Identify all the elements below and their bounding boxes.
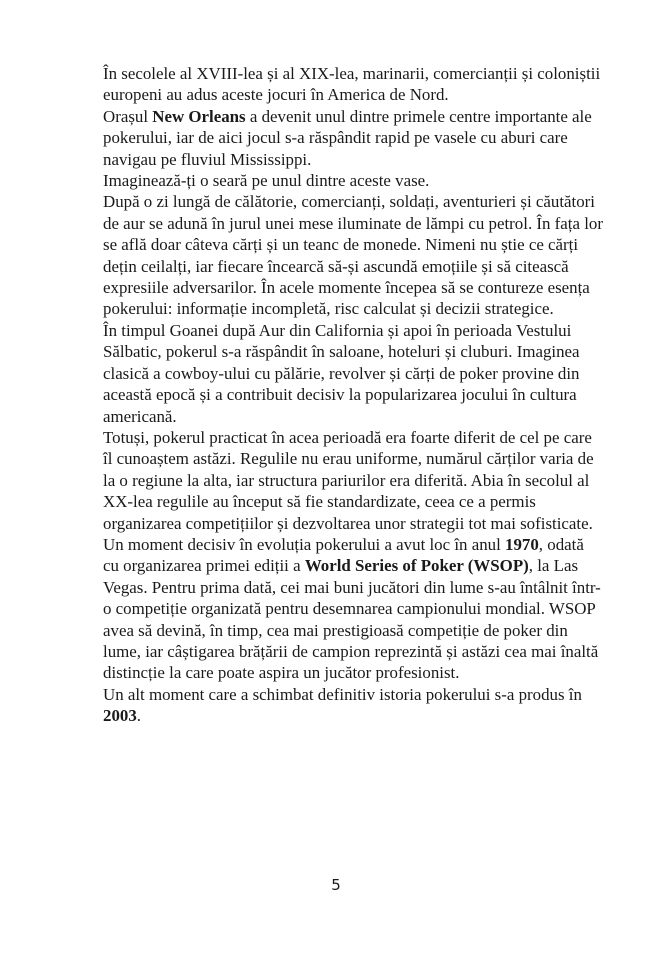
text-run: . [136,706,142,726]
paragraph [103,63,603,106]
text-run: Imaginează-ți o seară pe unul dintre aceste vase. [103,171,430,191]
page-number: 5 [331,876,341,894]
body-text [103,63,603,727]
paragraph [103,170,603,191]
text-run: , la Las Vegas. Pentru prima dată, cei mai buni jucători din lume s-au întâlnit într-o competiție organizată pentru desemnarea campionului mondial. WSOP avea să devină, în timp, cea mai prestigioasă competiție de poker din lume, iar câștigarea brățării de campion reprezintă și astăzi cea mai înaltă distincție la care poate aspira un jucător profesionist. [103,556,601,683]
text-run: După o zi lungă de călătorie, comercianți, soldați, aventurieri și căutători de aur se adună în jurul unei mese iluminate de lămpi cu petrol. În fața lor se află doar câteva cărți și un teanc de monede. Nimeni nu știe ce cărți dețin ceilalți, iar fiecare încearcă să-și ascundă emoțiile și să citească expresiile adversarilor. În acele momente începea să se contureze esența pokerului: informație incompletă, risc calculat și decizii strategice. [103,192,603,319]
bold-term: World Series of Poker (WSOP) [304,556,529,576]
text-run: , odată cu organizarea primei ediții a [103,534,584,576]
bold-term: New Orleans [152,106,246,126]
text-run: În timpul Goanei după Aur din California și apoi în perioada Vestului Sălbatic, pokerul s-a răspândit în saloane, hoteluri și cluburi. Imaginea clasică a cowboy-ului cu pălărie, revolver și cărți de poker provine din această epocă și a contribuit decisiv la popularizarea jocului în cultura americană. [103,320,580,426]
paragraph [103,427,603,534]
text-run: În secolele al XVIII-lea și al XIX-lea, marinarii, comercianții și coloniștii europeni au adus aceste jocuri în America de Nord. [103,64,601,105]
text-run: Un alt moment care a schimbat definitiv istoria pokerului s-a produs în [103,684,582,704]
paragraph [103,534,603,684]
text-run: Orașul [103,106,153,126]
text-run: a devenit unul dintre primele centre importante ale pokerului, iar de aici jocul s-a răspândit rapid pe vasele cu aburi care navigau pe fluviul Mississippi. [103,106,592,169]
paragraph [103,191,603,319]
bold-year: 2003 [103,706,137,726]
paragraph [103,106,603,170]
bold-year: 1970 [505,534,539,554]
paragraph [103,320,603,427]
text-run: Un moment decisiv în evoluția pokerului a avut loc în anul [103,534,506,554]
text-run: Totuși, pokerul practicat în acea perioadă era foarte diferit de cel pe care îl cunoaștem astăzi. Regulile nu erau uniforme, numărul cărților varia de la o regiune la alta, iar structura pariurilor era diferită. Abia în secolul al XX-lea regulile au început să fie standardizate, ceea ce a permis organizarea competițiilor și dezvoltarea unor strategii tot mai sofisticate. [103,427,594,533]
paragraph [103,684,603,727]
